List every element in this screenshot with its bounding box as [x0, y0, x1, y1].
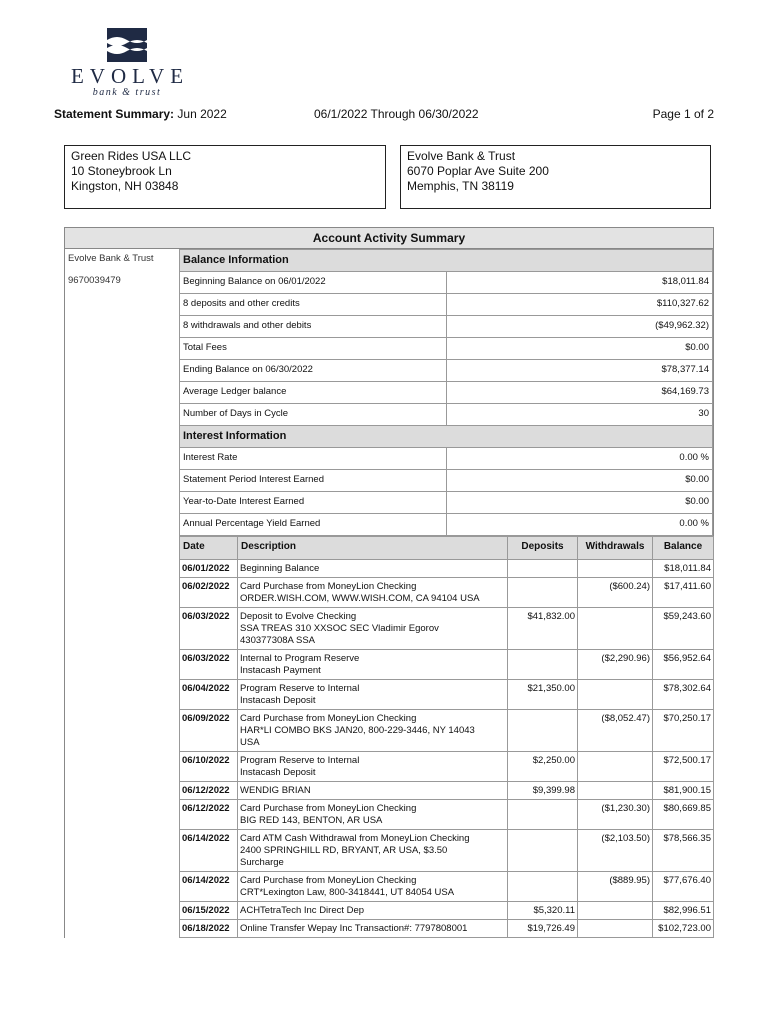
tx-description-line: ORDER.WISH.COM, WWW.WISH.COM, CA 94104 USA	[240, 593, 480, 604]
balance-info-header: Balance Information	[180, 250, 713, 272]
summary-row	[180, 272, 713, 294]
tx-description-line: Card ATM Cash Withdrawal from MoneyLion Checking	[240, 833, 470, 844]
statement-summary-label: Statement Summary:	[54, 107, 175, 121]
tx-balance: $80,669.85	[653, 800, 714, 830]
tx-description-line: Card Purchase from MoneyLion Checking	[240, 875, 417, 886]
tx-description-line: CRT*Lexington Law, 800-3418441, UT 84054 USA	[240, 887, 455, 898]
tx-deposit	[508, 830, 578, 872]
activity-title: Account Activity Summary	[65, 228, 713, 249]
tx-description-line: Instacash Deposit	[240, 767, 316, 778]
summary-value: $18,011.84	[446, 272, 713, 294]
tx-deposit	[508, 710, 578, 752]
tx-balance: $17,411.60	[653, 578, 714, 608]
statement-period: 06/1/2022 Through 06/30/2022	[314, 107, 479, 121]
col-withdrawals: Withdrawals	[578, 537, 653, 560]
tx-balance: $77,676.40	[653, 872, 714, 902]
summary-label: Interest Rate	[180, 448, 447, 470]
tx-withdrawal	[578, 560, 653, 578]
tx-date: 06/12/2022	[180, 782, 238, 800]
customer-street: 10 Stoneybrook Ln	[71, 164, 172, 178]
summary-value: $64,169.73	[446, 382, 713, 404]
col-balance: Balance	[653, 537, 714, 560]
table-row	[180, 872, 714, 902]
tx-withdrawal: ($8,052.47)	[578, 710, 653, 752]
tx-deposit: $5,320.11	[508, 902, 578, 920]
customer-name: Green Rides USA LLC	[71, 149, 192, 163]
tx-balance: $70,250.17	[653, 710, 714, 752]
tx-balance: $102,723.00	[653, 920, 714, 938]
bank-logo	[62, 28, 192, 98]
bank-address-box	[400, 145, 711, 209]
bank-city: Memphis, TN 38119	[407, 179, 514, 193]
tx-balance: $59,243.60	[653, 608, 714, 650]
summary-row	[180, 338, 713, 360]
tx-withdrawal: ($2,290.96)	[578, 650, 653, 680]
summary-value: 30	[446, 404, 713, 426]
tx-description-line: Program Reserve to Internal	[240, 683, 360, 694]
col-date: Date	[180, 537, 238, 560]
tx-description	[238, 800, 508, 830]
tx-withdrawal	[578, 902, 653, 920]
tx-description	[238, 560, 508, 578]
customer-address-box	[64, 145, 386, 209]
tx-description-line: Program Reserve to Internal	[240, 755, 360, 766]
table-row	[180, 560, 714, 578]
tx-description-line: ACHTetraTech Inc Direct Dep	[240, 905, 365, 916]
tx-withdrawal	[578, 608, 653, 650]
tx-deposit	[508, 872, 578, 902]
tx-description	[238, 680, 508, 710]
summary-row	[180, 470, 713, 492]
tx-balance: $72,500.17	[653, 752, 714, 782]
tx-description-line: Beginning Balance	[240, 563, 320, 574]
tx-description-line: Card Purchase from MoneyLion Checking	[240, 581, 417, 592]
tx-date: 06/14/2022	[180, 830, 238, 872]
logo-name: EVOLVE	[70, 64, 190, 88]
tx-description-line: BIG RED 143, BENTON, AR USA	[240, 815, 383, 826]
tx-withdrawal: ($2,103.50)	[578, 830, 653, 872]
tx-description-line: Internal to Program Reserve	[240, 653, 360, 664]
tx-date: 06/09/2022	[180, 710, 238, 752]
table-row	[180, 800, 714, 830]
tx-description-line: Online Transfer Wepay Inc Transaction#: 7797808001	[240, 923, 468, 934]
summary-row	[180, 294, 713, 316]
table-row	[180, 920, 714, 938]
summary-label: 8 deposits and other credits	[180, 294, 447, 316]
tx-deposit	[508, 578, 578, 608]
summary-label: Ending Balance on 06/30/2022	[180, 360, 447, 382]
tx-deposit: $21,350.00	[508, 680, 578, 710]
tx-description	[238, 608, 508, 650]
tx-description-line: 2400 SPRINGHILL RD, BRYANT, AR USA, $3.50	[240, 845, 448, 856]
tx-date: 06/03/2022	[180, 650, 238, 680]
tx-description-line: Surcharge	[240, 857, 284, 868]
tx-description-line: SSA TREAS 310 XXSOC SEC Vladimir Egorov	[240, 623, 439, 634]
tx-deposit: $9,399.98	[508, 782, 578, 800]
tx-description-line: 430377308A SSA	[240, 635, 316, 646]
tx-description-line: Card Purchase from MoneyLion Checking	[240, 803, 417, 814]
tx-date: 06/18/2022	[180, 920, 238, 938]
tx-description	[238, 902, 508, 920]
tx-date: 06/14/2022	[180, 872, 238, 902]
summary-row	[180, 492, 713, 514]
tx-description-line: USA	[240, 737, 260, 748]
interest-info-header: Interest Information	[180, 426, 713, 448]
summary-row	[180, 448, 713, 470]
summary-label: Year-to-Date Interest Earned	[180, 492, 447, 514]
tx-description-line: WENDIG BRIAN	[240, 785, 311, 796]
table-row	[180, 608, 714, 650]
tx-balance: $81,900.15	[653, 782, 714, 800]
summary-label: Statement Period Interest Earned	[180, 470, 447, 492]
table-row	[180, 710, 714, 752]
summary-value: $0.00	[446, 492, 713, 514]
tx-balance: $78,566.35	[653, 830, 714, 872]
tx-date: 06/15/2022	[180, 902, 238, 920]
tx-withdrawal: ($889.95)	[578, 872, 653, 902]
bank-street: 6070 Poplar Ave Suite 200	[407, 164, 549, 178]
tx-date: 06/12/2022	[180, 800, 238, 830]
summary-value: $110,327.62	[446, 294, 713, 316]
tx-description	[238, 830, 508, 872]
logo-tagline: bank & trust	[92, 87, 162, 98]
table-row	[180, 752, 714, 782]
tx-withdrawal: ($600.24)	[578, 578, 653, 608]
tx-description-line: HAR*LI COMBO BKS JAN20, 800-229-3446, NY 14043	[240, 725, 475, 736]
tx-deposit: $19,726.49	[508, 920, 578, 938]
tx-withdrawal	[578, 680, 653, 710]
tx-deposit: $2,250.00	[508, 752, 578, 782]
summary-value: 0.00 %	[446, 448, 713, 470]
tx-description-line: Instacash Deposit	[240, 695, 316, 706]
account-info	[65, 249, 179, 938]
table-row	[180, 650, 714, 680]
tx-description	[238, 650, 508, 680]
summary-row	[180, 404, 713, 426]
tx-deposit	[508, 800, 578, 830]
account-activity-summary	[64, 227, 714, 938]
account-number: 9670039479	[68, 275, 121, 286]
tx-balance: $56,952.64	[653, 650, 714, 680]
tx-description-line: Card Purchase from MoneyLion Checking	[240, 713, 417, 724]
col-deposits: Deposits	[508, 537, 578, 560]
evolve-wave-icon	[107, 28, 147, 62]
statement-header	[54, 107, 714, 121]
tx-withdrawal: ($1,230.30)	[578, 800, 653, 830]
summary-label: Average Ledger balance	[180, 382, 447, 404]
tx-date: 06/01/2022	[180, 560, 238, 578]
table-row	[180, 782, 714, 800]
tx-balance: $18,011.84	[653, 560, 714, 578]
statement-month: Jun 2022	[177, 107, 227, 121]
tx-balance: $78,302.64	[653, 680, 714, 710]
tx-description	[238, 578, 508, 608]
tx-deposit	[508, 560, 578, 578]
summary-value: ($49,962.32)	[446, 316, 713, 338]
summary-value: $0.00	[446, 338, 713, 360]
tx-description	[238, 872, 508, 902]
col-description: Description	[238, 537, 508, 560]
summary-row	[180, 360, 713, 382]
tx-date: 06/04/2022	[180, 680, 238, 710]
summary-label: Beginning Balance on 06/01/2022	[180, 272, 447, 294]
tx-deposit	[508, 650, 578, 680]
tx-description	[238, 710, 508, 752]
summary-row	[180, 382, 713, 404]
table-row	[180, 578, 714, 608]
tx-balance: $82,996.51	[653, 902, 714, 920]
page-number: Page 1 of 2	[652, 107, 714, 121]
tx-date: 06/03/2022	[180, 608, 238, 650]
tx-withdrawal	[578, 782, 653, 800]
summary-value: $0.00	[446, 470, 713, 492]
tx-deposit: $41,832.00	[508, 608, 578, 650]
summary-label: Total Fees	[180, 338, 447, 360]
customer-city: Kingston, NH 03848	[71, 179, 179, 193]
tx-description-line: Deposit to Evolve Checking	[240, 611, 357, 622]
tx-description	[238, 920, 508, 938]
table-row	[180, 830, 714, 872]
tx-description	[238, 782, 508, 800]
summary-row	[180, 514, 713, 536]
summary-label: Number of Days in Cycle	[180, 404, 447, 426]
tx-withdrawal	[578, 752, 653, 782]
tx-description	[238, 752, 508, 782]
summary-value: $78,377.14	[446, 360, 713, 382]
tx-date: 06/02/2022	[180, 578, 238, 608]
summary-table	[179, 249, 713, 536]
summary-row	[180, 316, 713, 338]
tx-date: 06/10/2022	[180, 752, 238, 782]
tx-withdrawal	[578, 920, 653, 938]
tx-description-line: Instacash Payment	[240, 665, 321, 676]
transactions-table	[179, 536, 714, 938]
bank-name: Evolve Bank & Trust	[407, 149, 516, 163]
summary-label: 8 withdrawals and other debits	[180, 316, 447, 338]
account-bank-name: Evolve Bank & Trust	[68, 253, 154, 264]
summary-label: Annual Percentage Yield Earned	[180, 514, 447, 536]
transactions-header-row	[180, 537, 714, 560]
table-row	[180, 680, 714, 710]
table-row	[180, 902, 714, 920]
summary-value: 0.00 %	[446, 514, 713, 536]
